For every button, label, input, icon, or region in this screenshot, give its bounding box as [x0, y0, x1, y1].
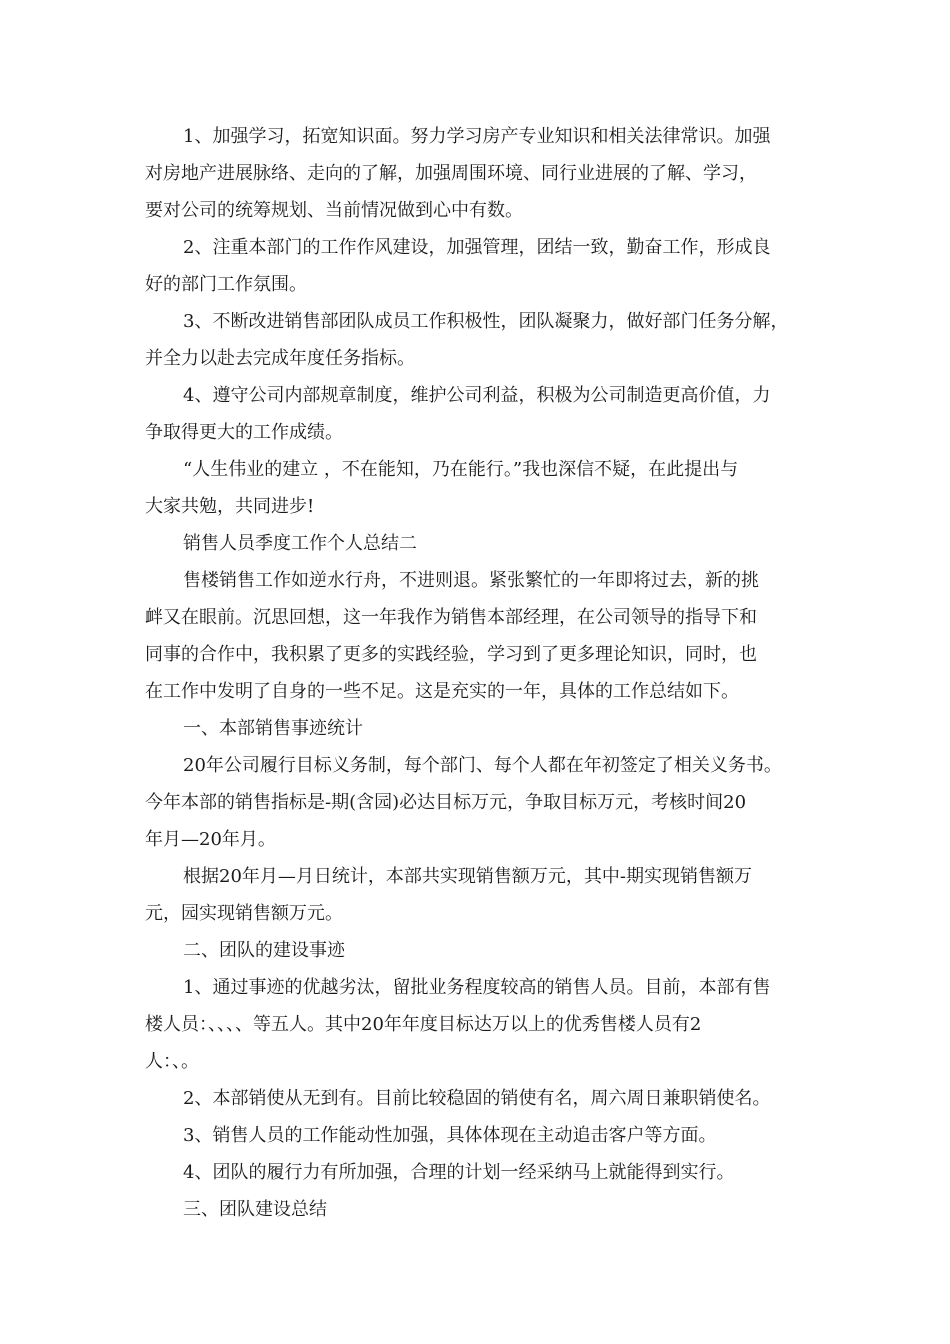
quote-line: 大家共勉，共同进步!: [145, 496, 315, 517]
paragraph-line: 3、销售人员的工作能动性加强，具体体现在主动追击客户等方面。: [183, 1125, 717, 1146]
section-heading: 三、团队建设总结: [183, 1199, 327, 1220]
paragraph-line: 元，园实现销售额万元。: [145, 903, 343, 924]
paragraph-line: 在工作中发明了自身的一些不足。这是充实的一年，具体的工作总结如下。: [145, 681, 739, 702]
section-heading: 一、本部销售事迹统计: [183, 718, 363, 739]
paragraph-line: 1、通过事迹的优越劣汰，留批业务程度较高的销售人员。目前，本部有售: [183, 977, 771, 998]
paragraph-line: 年月—20年月。: [145, 829, 276, 850]
paragraph-line: 同事的合作中，我积累了更多的实践经验，学习到了更多理论知识，同时，也: [145, 644, 757, 665]
paragraph-line: 今年本部的销售指标是-期(含园)必达目标万元，争取目标万元，考核时间20: [145, 792, 747, 813]
paragraph-line: 对房地产进展脉络、走向的了解，加强周围环境、同行业进展的了解、学习，: [145, 163, 757, 184]
paragraph-line: 并全力以赴去完成年度任务指标。: [145, 348, 415, 369]
paragraph-line: 售楼销售工作如逆水行舟，不进则退。紧张繁忙的一年即将过去，新的挑: [183, 570, 759, 591]
paragraph-line: 好的部门工作氛围。: [145, 274, 307, 295]
paragraph-line: 人：、。: [145, 1051, 199, 1072]
paragraph-line: 20年公司履行目标义务制，每个部门、每个人都在年初签定了相关义务书。: [183, 755, 782, 776]
paragraph-line: 根据20年月—月日统计，本部共实现销售额万元，其中-期实现销售额万: [183, 866, 752, 887]
paragraph-line: 2、注重本部门的工作作风建设，加强管理，团结一致，勤奋工作，形成良: [183, 237, 771, 258]
document-body: [145, 118, 815, 1228]
paragraph-line: 2、本部销使从无到有。目前比较稳固的销使有名，周六周日兼职销使名。: [183, 1088, 771, 1109]
section-heading: 二、团队的建设事迹: [183, 940, 345, 961]
section-title: 销售人员季度工作个人总结二: [183, 533, 417, 554]
paragraph-line: 1、加强学习，拓宽知识面。努力学习房产专业知识和相关法律常识。加强: [183, 126, 771, 147]
paragraph-line: 争取得更大的工作成绩。: [145, 422, 343, 443]
paragraph-line: 3、不断改进销售部团队成员工作积极性，团队凝聚力，做好部门任务分解，: [183, 311, 789, 332]
paragraph-line: 衅又在眼前。沉思回想，这一年我作为销售本部经理，在公司领导的指导下和: [145, 607, 757, 628]
paragraph-line: 4、团队的履行力有所加强，合理的计划一经采纳马上就能得到实行。: [183, 1162, 735, 1183]
paragraph-line: 要对公司的统筹规划、当前情况做到心中有数。: [145, 200, 523, 221]
quote-line: “人生伟业的建立 ，不在能知，乃在能行。”我也深信不疑，在此提出与: [183, 459, 739, 480]
paragraph-line: 4、遵守公司内部规章制度，维护公司利益，积极为公司制造更高价值，力: [183, 385, 771, 406]
paragraph-line: 楼人员：、、、、等五人。其中20年年度目标达万以上的优秀售楼人员有2: [145, 1014, 702, 1035]
